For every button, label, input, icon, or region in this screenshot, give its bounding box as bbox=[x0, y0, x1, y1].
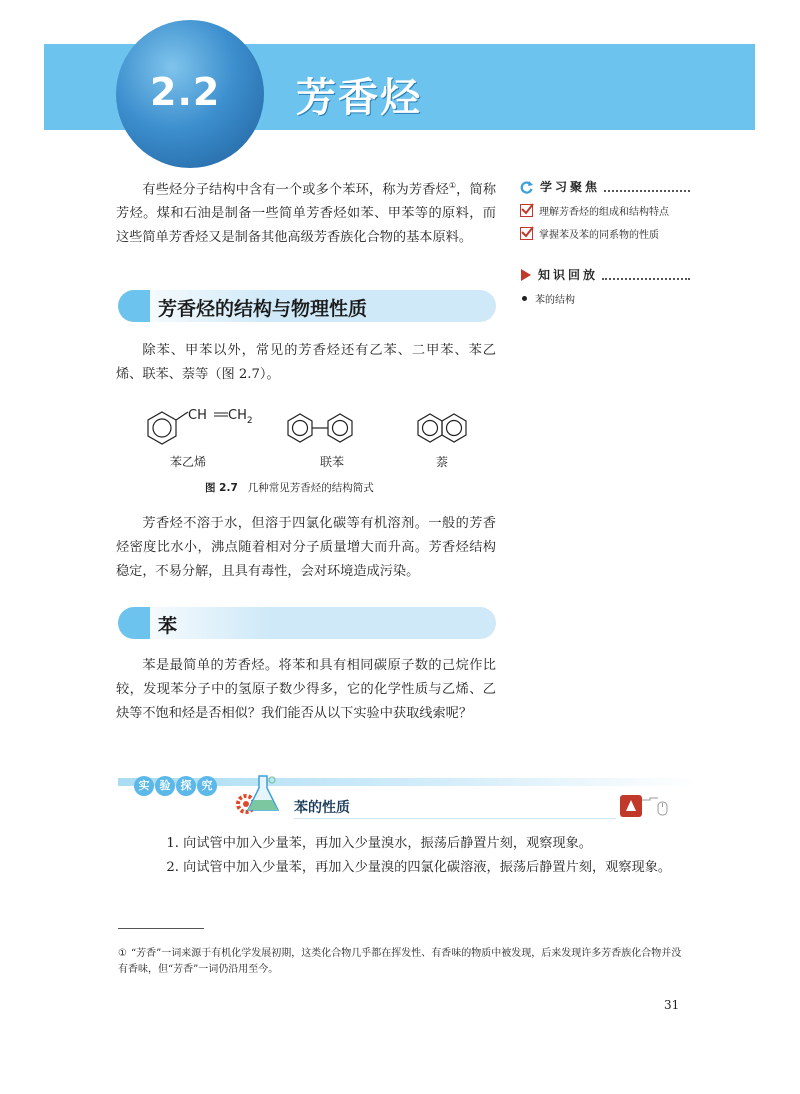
styrene-ch: CH bbox=[188, 408, 207, 423]
figure-caption: 图 2.7 几种常见芳香烃的结构简式 bbox=[205, 482, 374, 494]
experiment-badge: 究 bbox=[197, 776, 217, 796]
play-triangle-icon bbox=[520, 269, 532, 281]
experiment-badge: 验 bbox=[155, 776, 175, 796]
refresh-icon bbox=[520, 180, 534, 194]
section-header-structure bbox=[118, 290, 496, 322]
experiment-divider bbox=[294, 818, 616, 819]
chapter-number: 2.2 bbox=[150, 70, 221, 114]
experiment-badge: 实 bbox=[134, 776, 154, 796]
section1-paragraph2: 芳香烃不溶于水，但溶于四氯化碳等有机溶剂。一般的芳香烃密度比水小，沸点随着相对分子质量增大而升高。芳香烃结构稳定，不易分解，且具有毒性，会对环境造成污染。 bbox=[116, 516, 496, 579]
section2-paragraph: 苯是最简单的芳香烃。将苯和具有相同碳原子数的己烷作比较，发现苯分子中的氢原子数少得多，它的化学性质与乙烯、乙炔等不饱和烃是否相似？我们能否从以下实验中获取线索呢？ bbox=[116, 658, 496, 721]
naphthalene-structure bbox=[418, 414, 466, 442]
label-styrene: 苯乙烯 bbox=[170, 455, 207, 469]
focus-item: 掌握苯及苯的同系物的性质 bbox=[520, 226, 690, 241]
focus-title: 学习聚焦 bbox=[540, 180, 601, 194]
footnote-rule bbox=[118, 928, 204, 929]
checkbox-icon bbox=[520, 227, 533, 240]
section1-paragraph1: 除苯、甲苯以外，常见的芳香烃还有乙苯、二甲苯、苯乙烯、联苯、萘等（图 2.7）。 bbox=[116, 343, 496, 382]
knowledge-review bbox=[520, 266, 690, 306]
label-biphenyl: 联苯 bbox=[320, 455, 345, 469]
experiment-step-1: 1. 向试管中加入少量苯，再加入少量溴水，振荡后静置片刻，观察现象。 bbox=[166, 836, 592, 851]
footnote-ref[interactable]: ① bbox=[448, 181, 457, 190]
page-number: 31 bbox=[664, 998, 680, 1012]
learning-focus bbox=[520, 178, 690, 241]
section-header-benzene bbox=[118, 607, 496, 639]
footnote: ① “芳香”一词来源于有机化学发展初期，这类化合物几乎都在挥发性、有香味的物质中被发现，后来发现许多芳香族化合物并没有香味，但“芳香”一词仍沿用至今。 bbox=[118, 948, 682, 975]
review-title: 知识回放 bbox=[538, 268, 599, 282]
intro-paragraph: 有些烃分子结构中含有一个或多个苯环，称为芳香烃①，简称芳烃。煤和石油是制备一些简单芳香烃如苯、甲苯等的原料，而这些简单芳香烃又是制备其他高级芳香族化合物的基本原料。 bbox=[116, 181, 497, 246]
experiment-step-2: 2. 向试管中加入少量苯，再加入少量溴的四氯化碳溶液，振荡后静置片刻，观察现象。 bbox=[166, 860, 672, 875]
checkbox-icon bbox=[520, 204, 533, 217]
styrene-structure bbox=[148, 412, 188, 444]
experiment-badge: 探 bbox=[176, 776, 196, 796]
section-title: 苯 bbox=[158, 615, 178, 637]
label-naphthalene: 萘 bbox=[436, 455, 449, 469]
structural-formulas bbox=[140, 398, 490, 458]
review-item: 苯的结构 bbox=[520, 291, 690, 306]
experiment-title: 苯的性质 bbox=[294, 800, 350, 816]
styrene-ch2: $CH_2$ bbox=[228, 408, 253, 426]
biphenyl-structure bbox=[288, 414, 352, 442]
focus-item: 理解芳香烃的组成和结构特点 bbox=[520, 203, 690, 218]
flask-gear-icon bbox=[232, 772, 286, 818]
bullet-icon bbox=[522, 296, 527, 301]
section-title: 芳香烃的结构与物理性质 bbox=[158, 298, 368, 320]
figure-2-7 bbox=[140, 398, 490, 478]
video-resource-icon[interactable] bbox=[620, 794, 672, 818]
chapter-title: 芳香烃 bbox=[296, 75, 422, 121]
